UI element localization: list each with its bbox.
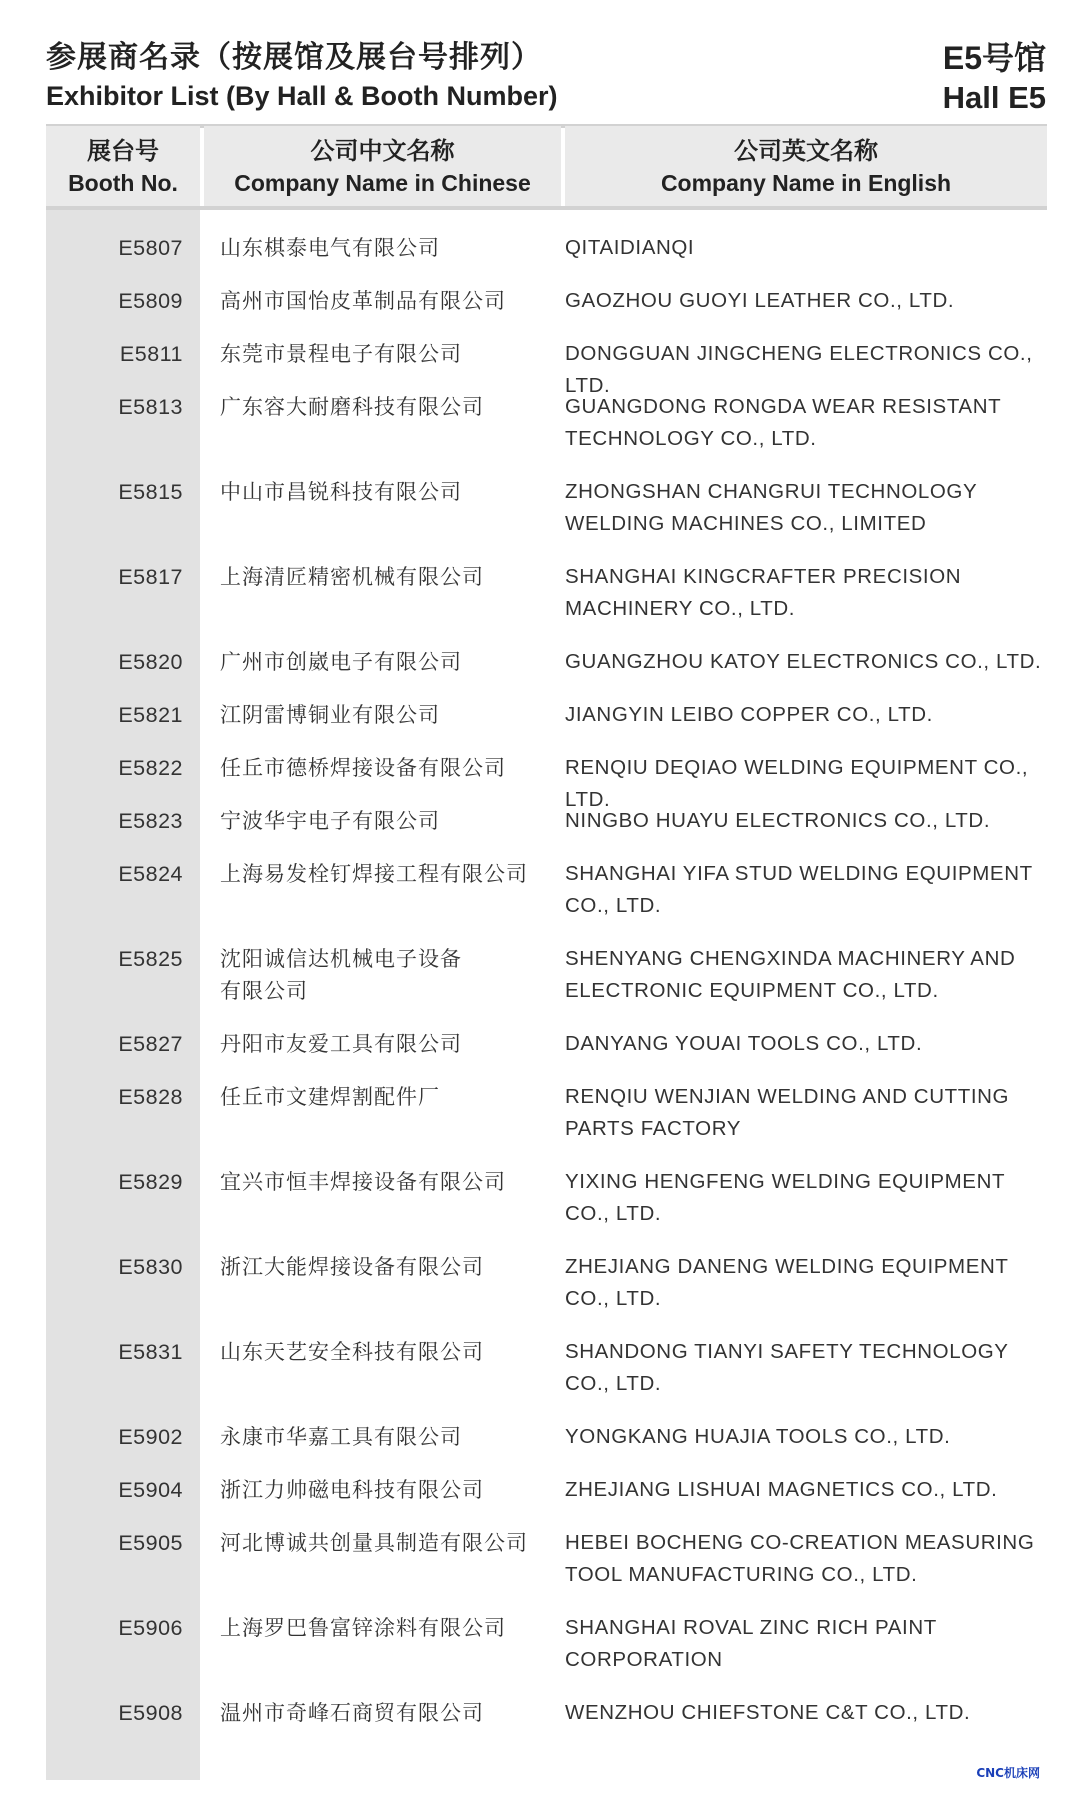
company-name-chinese: 东莞市景程电子有限公司 [220,342,462,366]
company-name-chinese: 江阴雷博铜业有限公司 [220,703,440,727]
column-header-booth-cn: 展台号 [87,136,159,165]
company-name-chinese: 浙江力帅磁电科技有限公司 [220,1478,484,1502]
hall-label [943,38,1046,118]
column-header-company-english [565,126,1047,208]
company-name-english: SHANGHAI YIFA STUD WELDING EQUIPMENT CO., LTD. [565,862,1033,917]
booth-number: E5811 [119,342,183,366]
company-name-chinese: 沈阳诚信达机械电子设备 有限公司 [220,947,462,1003]
company-name-chinese: 丹阳市友爱工具有限公司 [220,1032,462,1056]
company-name-english: DONGGUAN JINGCHENG ELECTRONICS CO., LTD. [565,342,1033,397]
company-name-english: YONGKANG HUAJIA TOOLS CO., LTD. [565,1425,951,1448]
company-name-chinese: 任丘市德桥焊接设备有限公司 [220,756,506,780]
company-name-chinese: 任丘市文建焊割配件厂 [220,1085,440,1109]
column-header-company-chinese-cn: 公司中文名称 [310,136,455,165]
company-name-english: RENQIU DEQIAO WELDING EQUIPMENT CO., LTD. [565,756,1029,811]
company-name-english: NINGBO HUAYU ELECTRONICS CO., LTD. [565,809,991,832]
column-header-company-chinese [204,126,561,208]
booth-number: E5905 [118,1531,183,1555]
hall-label-chinese: E5号馆 [942,40,1046,76]
booth-number: E5828 [118,1085,183,1109]
company-name-chinese: 宜兴市恒丰焊接设备有限公司 [220,1170,506,1194]
booth-number: E5817 [118,565,183,589]
company-name-english: YIXING HENGFENG WELDING EQUIPMENT CO., LTD. [565,1170,1006,1225]
company-name-english: WENZHOU CHIEFSTONE C&T CO., LTD. [565,1701,971,1724]
company-name-english: SHANDONG TIANYI SAFETY TECHNOLOGY CO., LTD. [565,1340,1009,1395]
company-name-english: GUANGDONG RONGDA WEAR RESISTANT TECHNOLOGY CO., LTD. [565,395,1002,450]
page-title-english: Exhibitor List (By Hall & Booth Number) [46,81,558,111]
company-name-chinese: 山东棋泰电气有限公司 [220,236,440,260]
company-name-english: ZHEJIANG LISHUAI MAGNETICS CO., LTD. [565,1478,998,1501]
booth-number: E5823 [118,809,183,833]
company-name-english: ZHONGSHAN CHANGRUI TECHNOLOGY WELDING MACHINES CO., LIMITED [565,480,978,535]
booth-number: E5815 [118,480,183,504]
booth-number: E5824 [118,862,183,886]
booth-number: E5825 [118,947,183,971]
company-name-chinese: 上海易发栓钉焊接工程有限公司 [220,862,528,886]
company-name-english: RENQIU WENJIAN WELDING AND CUTTING PARTS FACTORY [565,1085,1010,1140]
booth-number: E5821 [118,703,183,727]
company-name-chinese: 上海罗巴鲁富锌涂料有限公司 [220,1616,506,1640]
company-name-english: HEBEI BOCHENG CO-CREATION MEASURING TOOL MANUFACTURING CO., LTD. [565,1531,1035,1586]
column-header-company-english-en: Company Name in English [660,170,952,196]
company-name-chinese: 宁波华宇电子有限公司 [220,809,440,833]
booth-number: E5827 [118,1032,183,1056]
company-name-chinese: 中山市昌锐科技有限公司 [220,480,462,504]
booth-number: E5902 [118,1425,183,1449]
company-name-chinese: 河北博诚共创量具制造有限公司 [220,1531,528,1555]
column-header-booth [46,126,200,208]
booth-number: E5822 [118,756,183,780]
company-name-chinese: 山东天艺安全科技有限公司 [220,1340,484,1364]
company-name-chinese: 广东容大耐磨科技有限公司 [220,395,484,419]
company-name-english: SHANGHAI ROVAL ZINC RICH PAINT CORPORATION [565,1616,937,1671]
page-header [46,38,558,114]
column-header-company-chinese-en: Company Name in Chinese [234,170,531,196]
column-header-booth-en: Booth No. [68,170,178,196]
company-name-english: GAOZHOU GUOYI LEATHER CO., LTD. [565,289,955,312]
column-header-company-english-cn: 公司英文名称 [734,136,878,165]
company-name-english: QITAIDIANQI [565,236,695,259]
company-name-chinese: 温州市奇峰石商贸有限公司 [220,1701,484,1725]
booth-number: E5830 [118,1255,183,1279]
company-name-chinese: 上海清匠精密机械有限公司 [220,565,484,589]
booth-number: E5908 [118,1701,183,1725]
booth-number: E5813 [118,395,183,419]
booth-number: E5829 [118,1170,183,1194]
booth-number: E5820 [118,650,183,674]
company-name-english: GUANGZHOU KATOY ELECTRONICS CO., LTD. [565,650,1042,673]
company-name-english: JIANGYIN LEIBO COPPER CO., LTD. [565,703,933,726]
booth-number: E5831 [118,1340,183,1364]
booth-number: E5906 [118,1616,183,1640]
hall-label-english: Hall E5 [942,80,1046,115]
booth-number: E5904 [118,1478,183,1502]
booth-number: E5809 [118,289,183,313]
company-name-chinese: 永康市华嘉工具有限公司 [220,1425,462,1449]
company-name-chinese: 广州市创崴电子有限公司 [220,650,462,674]
company-name-chinese: 高州市国怡皮革制品有限公司 [220,289,506,313]
company-name-english: SHANGHAI KINGCRAFTER PRECISION MACHINERY CO., LTD. [565,565,962,620]
watermark: CNC机床网 [976,1766,1040,1780]
company-name-english: ZHEJIANG DANENG WELDING EQUIPMENT CO., LTD. [565,1255,1009,1310]
company-name-english: SHENYANG CHENGXINDA MACHINERY AND ELECTRONIC EQUIPMENT CO., LTD. [565,947,1016,1002]
booth-number: E5807 [118,236,183,260]
page-title-chinese: 参展商名录（按展馆及展台号排列） [46,40,542,75]
company-name-english: DANYANG YOUAI TOOLS CO., LTD. [565,1032,923,1055]
company-name-chinese: 浙江大能焊接设备有限公司 [220,1255,484,1279]
